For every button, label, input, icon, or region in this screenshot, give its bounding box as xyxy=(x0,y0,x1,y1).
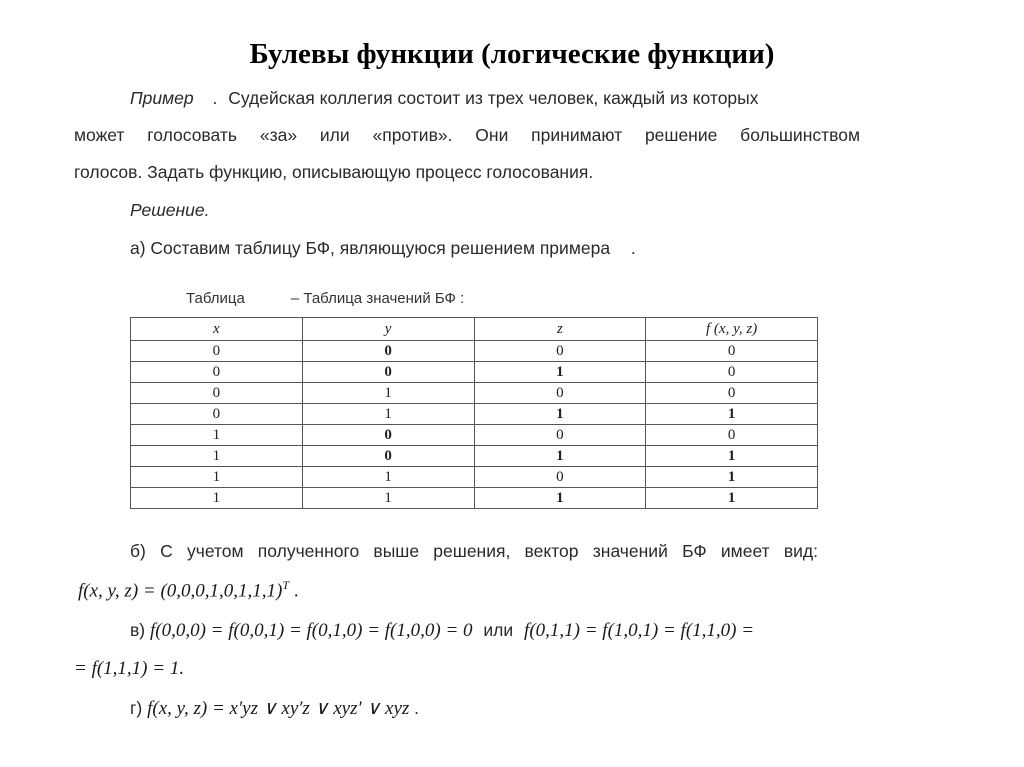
table-row xyxy=(131,467,818,488)
cell-f: 0 xyxy=(646,341,818,362)
example-line-1 xyxy=(130,88,860,109)
table-row xyxy=(131,488,818,509)
header-f: f (x, y, z) xyxy=(646,318,818,341)
cell-f: 1 xyxy=(646,446,818,467)
table-row xyxy=(131,362,818,383)
step-v-label: в) xyxy=(130,620,146,640)
header-z: z xyxy=(474,318,646,341)
cell-z: 1 xyxy=(474,362,646,383)
cell-f: 1 xyxy=(646,488,818,509)
step-v-formula-a: f(0,0,0) = f(0,0,1) = f(0,1,0) = f(1,0,0) = 0 xyxy=(150,620,473,641)
example-ref-dot: . xyxy=(212,88,218,108)
step-a xyxy=(130,238,636,259)
step-v xyxy=(130,620,754,642)
table-caption-prefix: Таблица xyxy=(186,290,245,307)
cell-x: 1 xyxy=(131,425,303,446)
cell-z: 0 xyxy=(474,425,646,446)
step-b-formula xyxy=(78,578,299,602)
header-x: x xyxy=(131,318,303,341)
cell-x: 1 xyxy=(131,446,303,467)
cell-f: 0 xyxy=(646,383,818,404)
cell-y: 1 xyxy=(302,404,474,425)
example-line-2: может голосовать «за» или «против». Они принимают решение большинством xyxy=(74,125,860,145)
cell-y: 0 xyxy=(302,341,474,362)
step-g-formula: f(x, y, z) = x′yz ∨ xy′z ∨ xyz′ ∨ xyz xyxy=(147,698,410,719)
cell-z: 1 xyxy=(474,488,646,509)
step-v-word: или xyxy=(483,620,514,640)
table-row xyxy=(131,404,818,425)
cell-y: 1 xyxy=(302,383,474,404)
example-line-3: голосов. Задать функцию, описывающую процесс голосования. xyxy=(74,162,594,182)
table-header-row xyxy=(131,318,818,341)
truth-table xyxy=(130,317,818,509)
step-a-dot: . xyxy=(630,238,636,258)
cell-x: 1 xyxy=(131,488,303,509)
cell-y: 0 xyxy=(302,425,474,446)
vector-formula: f(x, y, z) = (0,0,0,1,0,1,1,1) xyxy=(78,580,283,602)
cell-z: 1 xyxy=(474,446,646,467)
cell-z: 0 xyxy=(474,467,646,488)
cell-f: 1 xyxy=(646,404,818,425)
cell-y: 0 xyxy=(302,446,474,467)
cell-y: 1 xyxy=(302,467,474,488)
cell-y: 0 xyxy=(302,362,474,383)
header-y: y xyxy=(302,318,474,341)
cell-x: 0 xyxy=(131,383,303,404)
cell-x: 0 xyxy=(131,341,303,362)
table-caption xyxy=(186,290,464,307)
step-b-text: б) С учетом полученного выше решения, вектор значений БФ имеет вид: xyxy=(130,541,818,561)
cell-x: 1 xyxy=(131,467,303,488)
table-row xyxy=(131,383,818,404)
cell-f: 0 xyxy=(646,425,818,446)
cell-z: 1 xyxy=(474,404,646,425)
table-row xyxy=(131,425,818,446)
solution-label: Решение. xyxy=(130,200,210,220)
cell-z: 0 xyxy=(474,383,646,404)
step-g-label: г) xyxy=(130,698,143,718)
example-text-1: Судейская коллегия состоит из трех человек, каждый из которых xyxy=(228,88,759,108)
example-label: Пример xyxy=(130,88,194,108)
cell-y: 1 xyxy=(302,488,474,509)
vector-end-dot: . xyxy=(293,580,299,602)
slide-title: Булевы функции (логические функции) xyxy=(249,38,775,70)
step-a-text: а) Составим таблицу БФ, являющуюся решением примера xyxy=(130,238,611,258)
transpose-sup: T xyxy=(282,578,290,592)
table-row xyxy=(131,446,818,467)
step-g xyxy=(130,697,419,720)
step-g-end: . xyxy=(414,698,420,718)
cell-f: 0 xyxy=(646,362,818,383)
table-caption-text: – Таблица значений БФ : xyxy=(290,290,465,307)
cell-x: 0 xyxy=(131,404,303,425)
cell-z: 0 xyxy=(474,341,646,362)
step-v-formula-b: f(0,1,1) = f(1,0,1) = f(1,1,0) = xyxy=(524,620,755,641)
step-v-line2: = f(1,1,1) = 1. xyxy=(74,658,185,679)
table-row xyxy=(131,341,818,362)
cell-f: 1 xyxy=(646,467,818,488)
cell-x: 0 xyxy=(131,362,303,383)
